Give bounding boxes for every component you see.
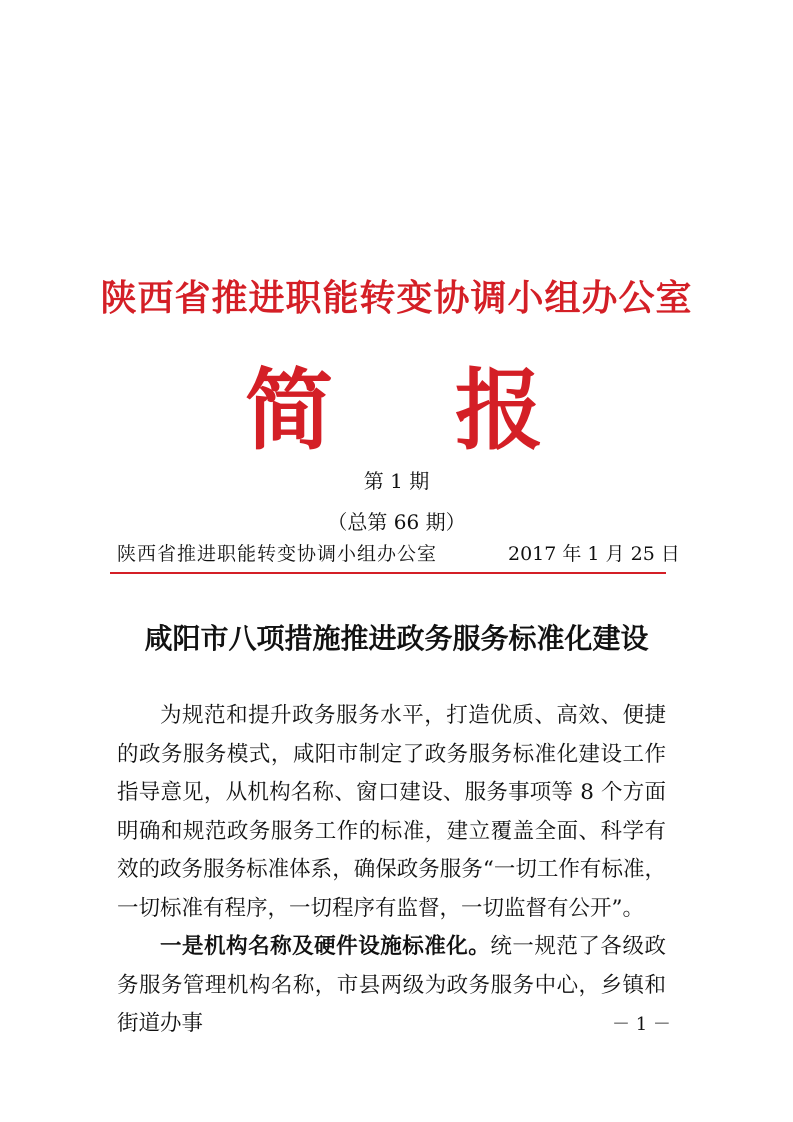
issuing-office-title: 陕西省推进职能转变协调小组办公室: [100, 277, 693, 319]
article-body: [117, 697, 666, 1044]
issuer-name: 陕西省推进职能转变协调小组办公室: [117, 543, 438, 565]
header-divider: [110, 572, 666, 574]
article-title: 咸阳市八项措施推进政务服务标准化建设: [144, 622, 649, 655]
paragraph-2-text: 统一规范了各级政务服务管理机构名称，市县两级为政务服务中心，乡镇和街道办事: [117, 934, 666, 1036]
paragraph-2-lead: 一是机构名称及硬件设施标准化。: [160, 934, 491, 959]
issue-number: 第 1 期: [363, 469, 430, 493]
article-paragraph-1: 为规范和提升政务服务水平，打造优质、高效、便捷的政务服务模式，咸阳市制定了政务服务标准化建设工作指导意见，从机构名称、窗口建设、服务事项等 8 个方面明确和规范政务服务工作的标准，建立覆盖全面、科学有效的政务服务标准体系，确保政务服务“一切工作有标准，一切标准有程序，一切程序有监督，一切监督有公开”。: [117, 703, 666, 921]
issue-date: 2017 年 1 月 25 日: [508, 543, 680, 565]
issue-total-number: （总第 66 期）: [327, 510, 466, 534]
article-paragraph-2: [117, 928, 666, 1044]
bulletin-title-char-2: 报: [455, 358, 544, 462]
page-number: － 1 －: [612, 1014, 671, 1035]
bulletin-title-char-1: 简: [245, 358, 334, 462]
